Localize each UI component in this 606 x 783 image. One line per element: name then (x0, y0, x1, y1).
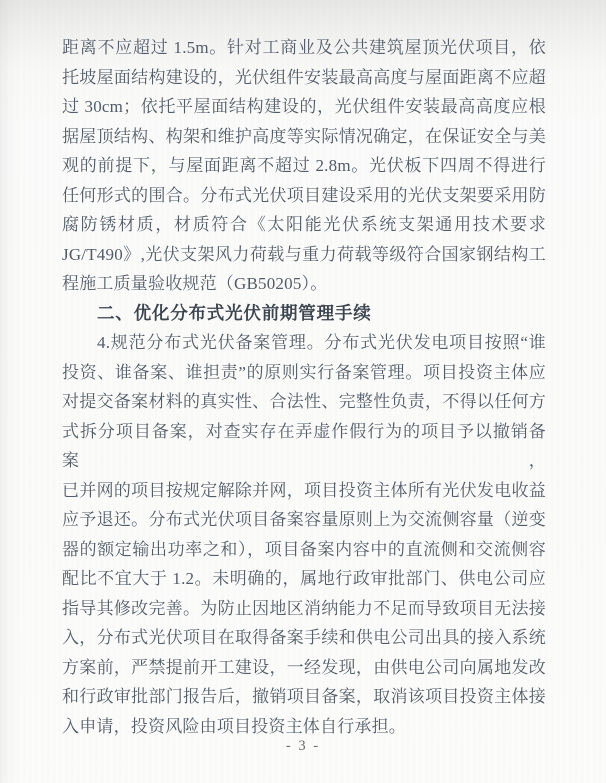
text-line: 观的前提下，与屋面距离不超过 2.8m。光伏板下四周不得进行 (62, 156, 546, 175)
text-line: 过 30cm；依托平屋面结构建设的，光伏组件安装最高高度应根 (62, 97, 546, 116)
text-line: JG/T490》,光伏支架风力荷载与重力荷载等级符合国家钢结构工 (62, 244, 546, 264)
text-line: 程施工质量验收规范（GB50205）。 (62, 274, 328, 293)
text-line: 式拆分项目备案，对查实存在弄虚作假行为的项目予以撤销备案， (62, 421, 546, 470)
paragraph-rooftop-pv-installation-requirements (62, 33, 546, 299)
text-line: 对提交备案材料的真实性、合法性、完整性负责，不得以任何方 (62, 392, 546, 411)
text-line: 和行政审批部门报告后，撤销项目备案，取消该项目投资主体接 (62, 687, 546, 706)
text-line: 方案前，严禁提前开工建设，一经发现，由供电公司向属地发改 (62, 657, 546, 677)
text-line: 入申请，投资风险由项目投资主体自行承担。 (62, 716, 406, 736)
section-heading-optimize-pre-project-procedures: 二、优化分布式光伏前期管理手续 (97, 302, 372, 323)
text-line: 入，分布式光伏项目在取得备案手续和供电公司出具的接入系统 (62, 628, 546, 647)
text-line: 4.规范分布式光伏备案管理。分布式光伏发电项目按照“谁 (97, 333, 546, 352)
text-line: 应予退还。分布式光伏项目备案容量原则上为交流侧容量（逆变 (62, 510, 546, 529)
text-line: 距离不应超过 1.5m。针对工商业及公共建筑屋顶光伏项目，依 (62, 38, 546, 57)
document-body (62, 33, 546, 741)
text-line: 据屋顶结构、构架和维护高度等实际情况确定，在保证安全与美 (62, 126, 546, 146)
text-line: 托坡屋面结构建设的，光伏组件安装最高高度与屋面距离不应超 (62, 67, 546, 87)
text-line: 指导其修改完善。为防止因地区消纳能力不足而导致项目无法接 (62, 598, 546, 618)
text-line: 任何形式的围合。分布式光伏项目建设采用的光伏支架要采用防 (62, 185, 546, 205)
page-number: - 3 - (285, 738, 321, 754)
text-line: 器的额定输出功率之和），项目备案内容中的直流侧和交流侧容 (62, 539, 546, 559)
paragraph-filing-record-management (62, 328, 546, 741)
text-line: 腐防锈材质，材质符合《太阳能光伏系统支架通用技术要求 (62, 215, 546, 234)
text-line: 已并网的项目按规定解除并网，项目投资主体所有光伏发电收益 (62, 480, 546, 500)
text-line: 投资、谁备案、谁担责”的原则实行备案管理。项目投资主体应 (62, 362, 546, 382)
text-line: 配比不宜大于 1.2。未明确的，属地行政审批部门、供电公司应 (62, 569, 546, 588)
